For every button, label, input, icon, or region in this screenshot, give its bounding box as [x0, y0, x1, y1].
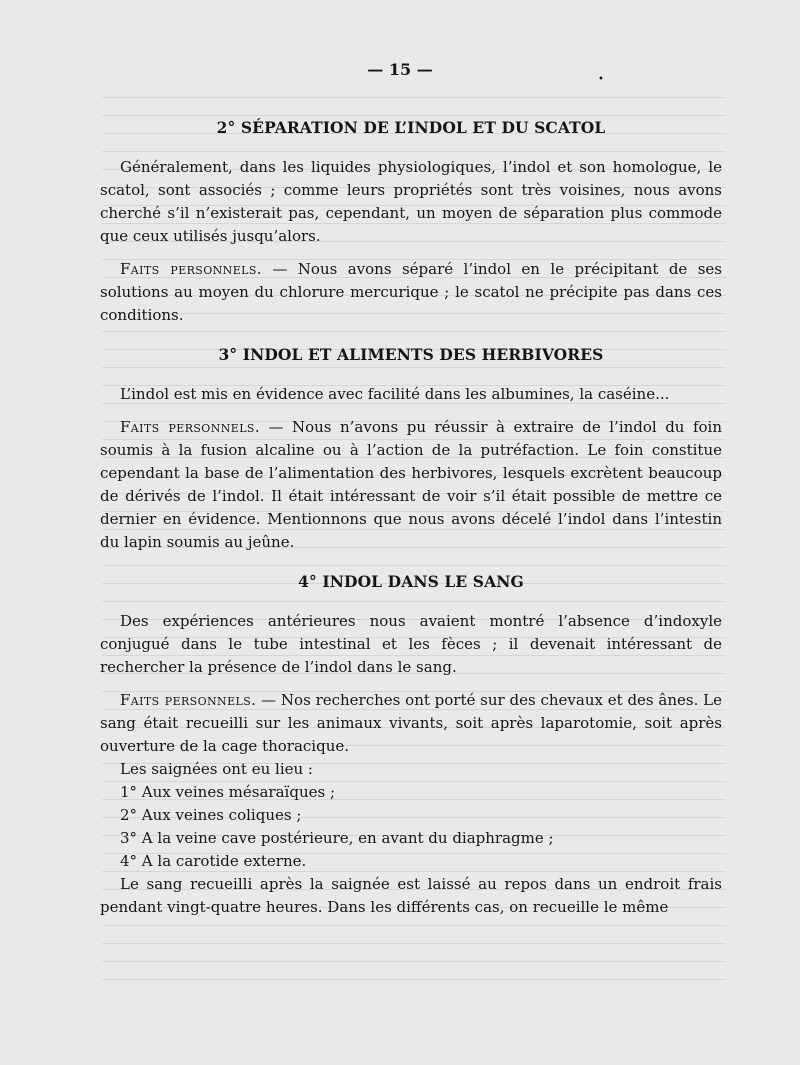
section-title-indol-scatol: 2° SÉPARATION DE L’INDOL ET DU SCATOL: [216, 118, 606, 137]
section-title-sang: 4° INDOL DANS LE SANG: [298, 572, 524, 591]
page-content: [100, 118, 722, 919]
paragraph-experiences: Des expériences antérieures nous avaient montré l’absence d’indoxyle conjugué dans le tube intestinal et les fèces ; il devenait intéressant de rechercher la présence de l’indol dans le sang.: [100, 612, 722, 676]
page-number: — 15 —: [367, 60, 433, 79]
paragraph-faits-personnels-3: [100, 689, 722, 758]
faits-personnels-text: — Nous avons séparé l’indol en le précipitant de ses solutions au moyen du chlorure mercurique ; le scatol ne précipite pas dans ces conditions.: [100, 260, 722, 324]
faits-personnels-text: — Nous n’avons pu réussir à extraire de l’indol du foin soumis à la fusion alcaline ou à l’action de la putréfaction. Le foin constitue cependant la base de l’alimentation des herbivores, lesquels excrètent beaucoup de dérivés de l’indol. Il était intéressant de voir s’il était possible de mettre ce dernier en évidence. Mentionnons que nous avons décelé l’indol dans l’intestin du lapin soumis au jeûne.: [100, 418, 722, 551]
faits-personnels-label: Faits personnels.: [120, 260, 262, 278]
saignees-list: [100, 758, 722, 873]
paragraph-generalement: Généralement, dans les liquides physiologiques, l’indol et son homologue, le scatol, sont associés ; comme leurs propriétés sont très voisines, nous avons cherché s’il n’existerait pas, cependant, un moyen de séparation plus commode que ceux utilisés jusqu’alors.: [100, 158, 722, 245]
faits-personnels-label: Faits personnels.: [120, 691, 257, 709]
paragraph-sang-recueilli: Le sang recueilli après la saignée est laissé au repos dans un endroit frais pendant vingt-quatre heures. Dans les différents cas, on recueille le même: [100, 875, 722, 916]
section-title-herbivores: 3° INDOL ET ALIMENTS DES HERBIVORES: [218, 345, 604, 364]
faits-personnels-label: Faits personnels.: [120, 418, 261, 436]
list-item: 2° Aux veines coliques ;: [120, 806, 302, 824]
paragraph-faits-personnels-2: [100, 416, 722, 554]
list-item: 4° A la carotide externe.: [120, 852, 307, 870]
page-mark: •: [598, 74, 604, 85]
faits-personnels-text: — Nos recherches ont porté sur des chevaux et des ânes. Le sang était recueilli sur les animaux vivants, soit après laparotomie, soit après ouverture de la cage thoracique.: [100, 691, 722, 755]
list-intro: Les saignées ont eu lieu :: [120, 760, 313, 778]
list-item: 1° Aux veines mésaraïques ;: [120, 783, 335, 801]
list-item: 3° A la veine cave postérieure, en avant du diaphragme ;: [120, 829, 554, 847]
paragraph-faits-personnels-1: [100, 258, 722, 327]
paragraph-albumines: L’indol est mis en évidence avec facilité dans les albumines, la caséine...: [120, 385, 670, 403]
